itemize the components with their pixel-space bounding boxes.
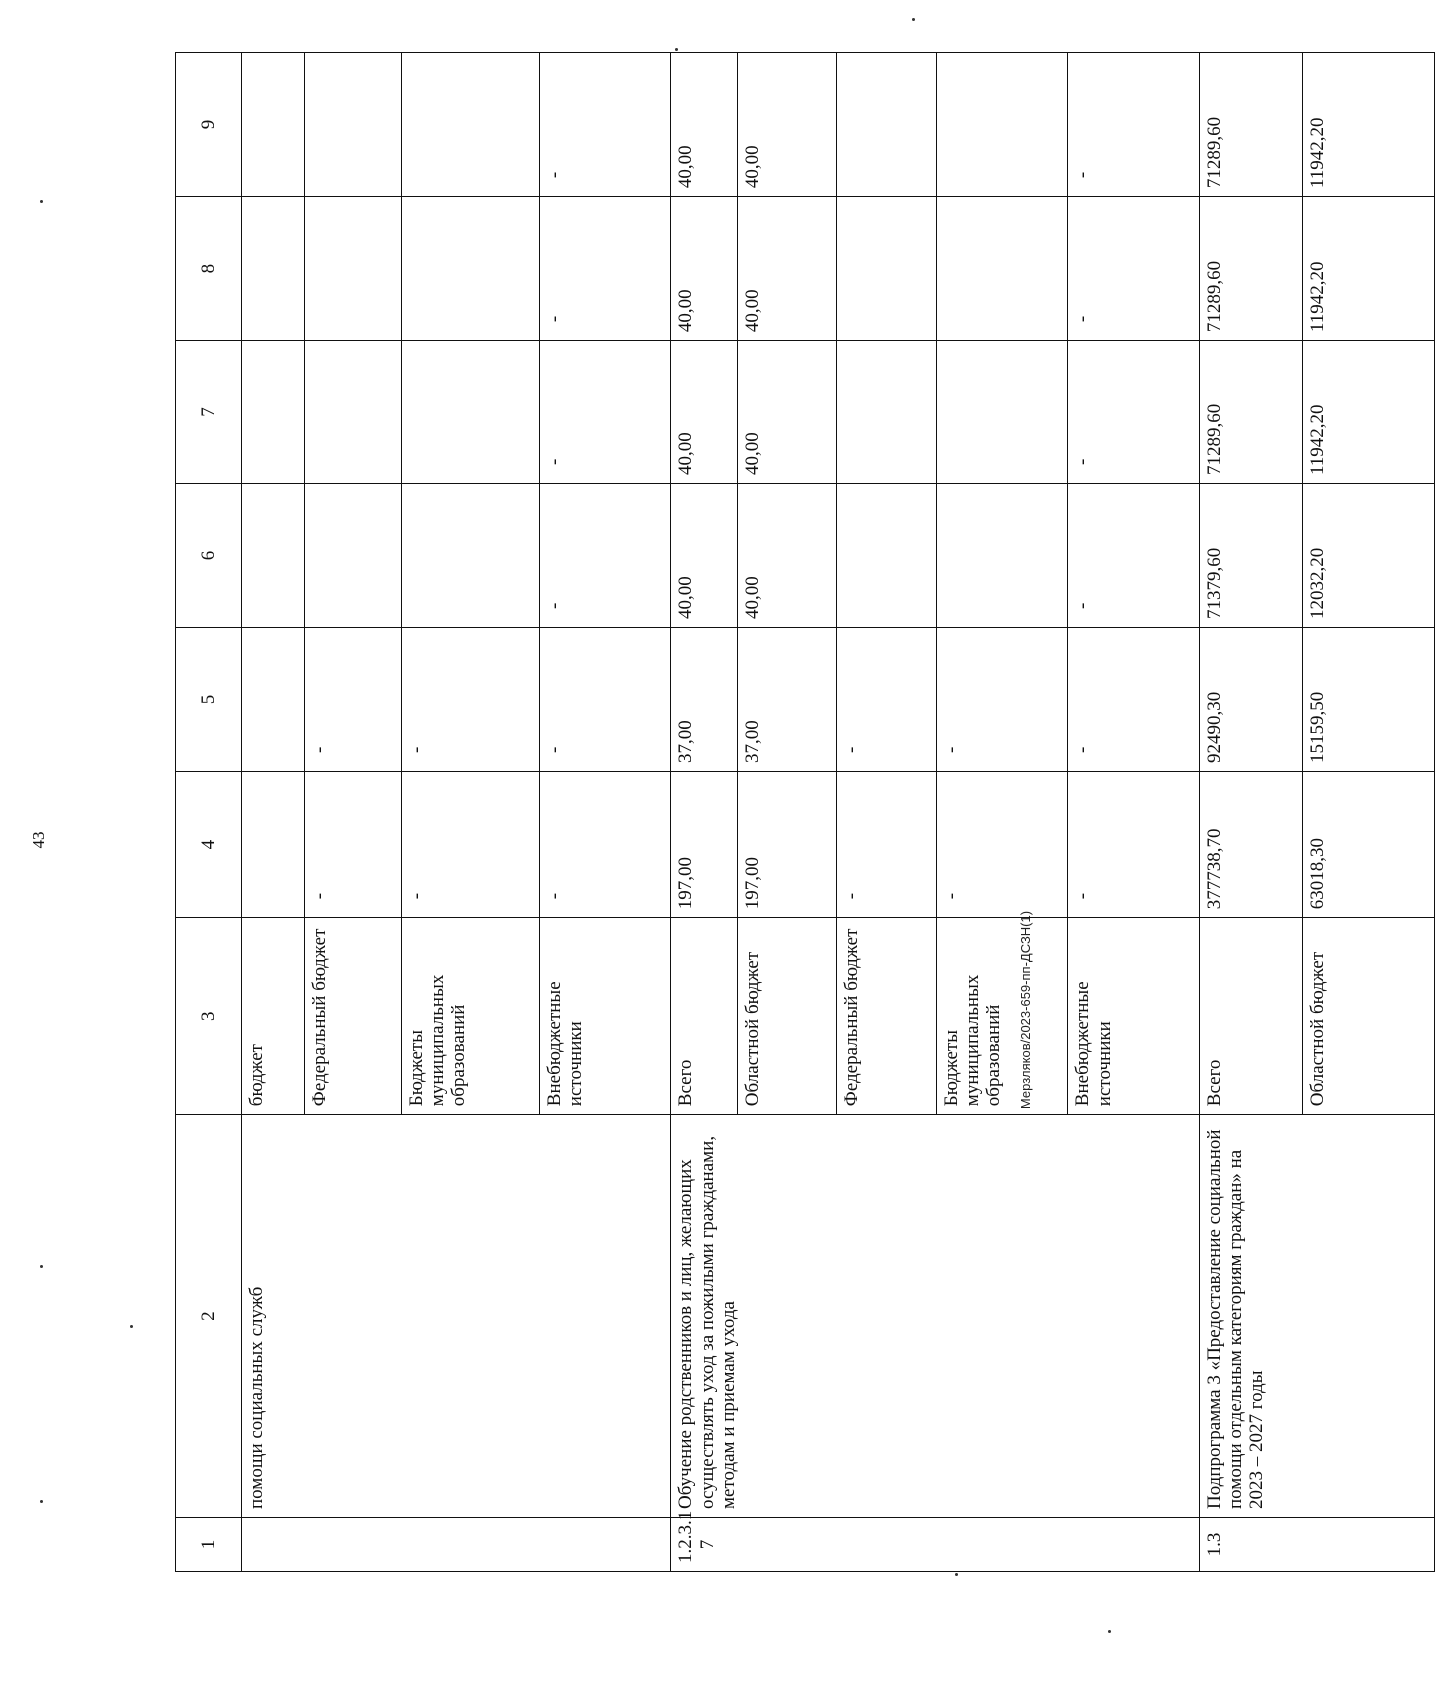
- funding-source-cell: Бюджеты муниципальных образований: [401, 918, 539, 1115]
- table-row: [1199, 53, 1303, 1572]
- amount-cell: 15159,50: [1303, 628, 1435, 772]
- funding-source-cell: Областной бюджет: [1303, 918, 1435, 1115]
- amount-cell: [837, 197, 937, 341]
- row-code-cell: [242, 1518, 671, 1572]
- amount-cell: 40,00: [671, 197, 737, 341]
- amount-cell: [242, 772, 304, 918]
- amount-cell: [242, 483, 304, 627]
- header-cell: 8: [176, 197, 242, 341]
- amount-cell: [242, 197, 304, 341]
- amount-cell: -: [539, 341, 670, 484]
- funding-source-cell: Федеральный бюджет: [304, 918, 401, 1115]
- header-row: [176, 53, 242, 1572]
- amount-cell: 40,00: [737, 341, 837, 484]
- amount-cell: -: [1068, 53, 1199, 197]
- amount-cell: [837, 483, 937, 627]
- amount-cell: 197,00: [671, 772, 737, 918]
- amount-cell: 71289,60: [1199, 53, 1303, 197]
- rotated-table-container: [175, 52, 1435, 1572]
- amount-cell: 71289,60: [1199, 341, 1303, 484]
- header-cell: 2: [176, 1115, 242, 1518]
- row-name-cell: помощи социальных служб: [242, 1115, 671, 1518]
- table-row: [671, 53, 737, 1572]
- amount-cell: -: [539, 772, 670, 918]
- amount-cell: -: [539, 53, 670, 197]
- amount-cell: [242, 341, 304, 484]
- amount-cell: 63018,30: [1303, 772, 1435, 918]
- row-code-cell: 1.2.3.1 7: [671, 1518, 1199, 1572]
- amount-cell: [936, 53, 1067, 197]
- funding-source-cell: Федеральный бюджет: [837, 918, 937, 1115]
- amount-cell: 197,00: [737, 772, 837, 918]
- amount-cell: -: [837, 772, 937, 918]
- funding-source-cell: Всего: [671, 918, 737, 1115]
- amount-cell: -: [1068, 341, 1199, 484]
- amount-cell: [304, 341, 401, 484]
- amount-cell: -: [539, 197, 670, 341]
- amount-cell: [936, 483, 1067, 627]
- row-name-cell: Подпрограмма 3 «Предоставление социальной помощи отдельным категориям граждан» на 2023 – 2027 годы: [1199, 1115, 1434, 1518]
- amount-cell: -: [1068, 483, 1199, 627]
- amount-cell: [304, 53, 401, 197]
- amount-cell: -: [539, 483, 670, 627]
- amount-cell: -: [304, 628, 401, 772]
- amount-cell: -: [401, 772, 539, 918]
- amount-cell: [242, 628, 304, 772]
- amount-cell: -: [1068, 772, 1199, 918]
- amount-cell: [837, 53, 937, 197]
- amount-cell: [936, 197, 1067, 341]
- amount-cell: [401, 53, 539, 197]
- amount-cell: 377738,70: [1199, 772, 1303, 918]
- amount-cell: 11942,20: [1303, 197, 1435, 341]
- amount-cell: [936, 341, 1067, 484]
- amount-cell: -: [936, 772, 1067, 918]
- header-cell: 1: [176, 1518, 242, 1572]
- header-cell: 9: [176, 53, 242, 197]
- amount-cell: [242, 53, 304, 197]
- amount-cell: 37,00: [671, 628, 737, 772]
- amount-cell: 40,00: [671, 483, 737, 627]
- funding-source-cell: Всего: [1199, 918, 1303, 1115]
- header-cell: 3: [176, 918, 242, 1115]
- amount-cell: -: [936, 628, 1067, 772]
- funding-source-cell: Бюджеты муниципальных образований: [936, 918, 1067, 1115]
- document-id: Мерзляков/2023-659-пп-ДСЗН(1): [1018, 910, 1033, 1110]
- amount-cell: -: [304, 772, 401, 918]
- header-cell: 7: [176, 341, 242, 484]
- amount-cell: 40,00: [671, 53, 737, 197]
- row-name-cell: Обучение родственников и лиц, желающих осуществлять уход за пожилыми гражданами, методам и приемам ухода: [671, 1115, 1199, 1518]
- amount-cell: -: [539, 628, 670, 772]
- funding-source-cell: Внебюджетные источники: [539, 918, 670, 1115]
- page-number: 43: [29, 831, 48, 849]
- amount-cell: -: [401, 628, 539, 772]
- funding-source-cell: Внебюджетные источники: [1068, 918, 1199, 1115]
- amount-cell: 71379,60: [1199, 483, 1303, 627]
- table-row: [242, 53, 304, 1572]
- row-code-cell: 1.3: [1199, 1518, 1434, 1572]
- amount-cell: -: [1068, 197, 1199, 341]
- amount-cell: [304, 197, 401, 341]
- header-cell: 4: [176, 772, 242, 918]
- amount-cell: [401, 483, 539, 627]
- amount-cell: 11942,20: [1303, 341, 1435, 484]
- amount-cell: [401, 197, 539, 341]
- header-cell: 5: [176, 628, 242, 772]
- amount-cell: 11942,20: [1303, 53, 1435, 197]
- amount-cell: 40,00: [737, 197, 837, 341]
- amount-cell: [304, 483, 401, 627]
- amount-cell: 37,00: [737, 628, 837, 772]
- header-cell: 6: [176, 483, 242, 627]
- amount-cell: 40,00: [671, 341, 737, 484]
- funding-source-cell: Областной бюджет: [737, 918, 837, 1115]
- amount-cell: [401, 341, 539, 484]
- amount-cell: -: [1068, 628, 1199, 772]
- amount-cell: 92490,30: [1199, 628, 1303, 772]
- funding-source-cell: бюджет: [242, 918, 304, 1115]
- amount-cell: [837, 341, 937, 484]
- amount-cell: 71289,60: [1199, 197, 1303, 341]
- amount-cell: -: [837, 628, 937, 772]
- amount-cell: 12032,20: [1303, 483, 1435, 627]
- budget-table: [175, 52, 1435, 1572]
- amount-cell: 40,00: [737, 483, 837, 627]
- amount-cell: 40,00: [737, 53, 837, 197]
